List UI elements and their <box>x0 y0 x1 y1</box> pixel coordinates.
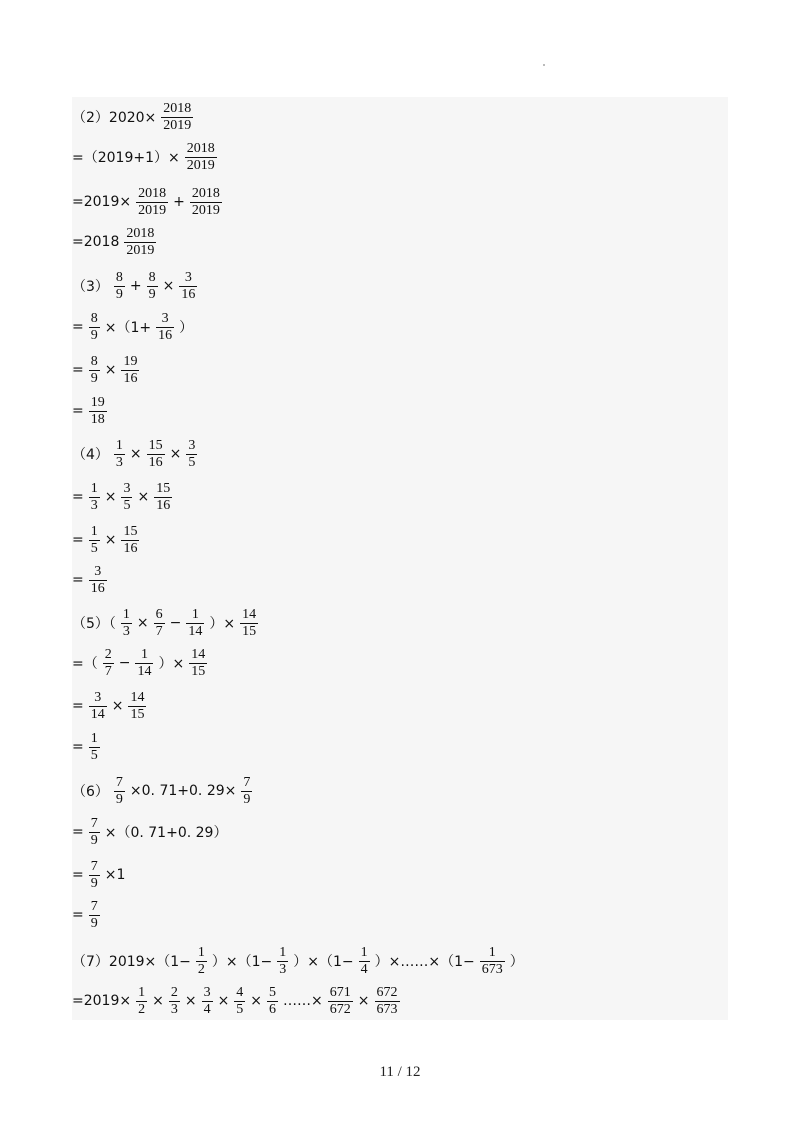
denominator: 14 <box>188 623 203 639</box>
fraction <box>89 690 107 723</box>
math-line <box>72 812 227 852</box>
fraction <box>89 311 100 344</box>
denominator: 15 <box>191 663 206 679</box>
denominator: 3 <box>122 623 130 639</box>
expression-text: ）× <box>158 656 185 672</box>
numerator: 1 <box>122 606 130 622</box>
fraction <box>241 775 252 808</box>
denominator: 3 <box>90 497 98 513</box>
denominator: 7 <box>104 663 112 679</box>
fraction <box>136 186 168 219</box>
expression-text: = <box>72 362 84 378</box>
math-line <box>72 307 193 347</box>
numerator: 8 <box>148 269 156 285</box>
fraction <box>375 985 400 1018</box>
denominator: 5 <box>90 540 98 556</box>
denominator: 9 <box>90 875 98 891</box>
numerator: 3 <box>94 563 102 579</box>
denominator: 3 <box>279 961 287 977</box>
numerator: 3 <box>123 480 131 496</box>
math-line <box>72 350 144 390</box>
fraction <box>89 899 100 932</box>
fraction <box>121 607 132 640</box>
fraction <box>186 438 197 471</box>
numerator: 3 <box>161 310 169 326</box>
expression-text: × <box>162 278 175 294</box>
math-line <box>72 727 105 767</box>
numerator: 672 <box>376 984 398 1000</box>
numerator: 2 <box>104 646 112 662</box>
numerator: 3 <box>203 984 211 1000</box>
expression-text: ……× <box>283 993 323 1009</box>
fraction <box>240 607 258 640</box>
denominator: 5 <box>236 1001 244 1017</box>
math-line <box>72 477 177 517</box>
math-line <box>72 981 405 1021</box>
expression-text: （3） <box>72 279 109 295</box>
denominator: 6 <box>269 1001 277 1017</box>
numerator: 6 <box>155 606 163 622</box>
expression-text: =2018 <box>72 234 120 250</box>
expression-text: × <box>357 993 370 1009</box>
expression-text: =2019× <box>72 194 132 210</box>
numerator: 14 <box>130 689 145 705</box>
expression-text: ）× <box>209 616 236 632</box>
numerator: 2018 <box>191 185 220 201</box>
expression-text: × <box>136 615 149 631</box>
fraction <box>234 985 245 1018</box>
expression-text: =（ <box>72 656 98 672</box>
fraction <box>114 775 125 808</box>
math-line <box>72 603 263 643</box>
denominator: 2019 <box>126 242 155 258</box>
fraction <box>202 985 213 1018</box>
numerator: 19 <box>123 353 138 369</box>
numerator: 671 <box>329 984 351 1000</box>
expression-text: × <box>250 993 263 1009</box>
numerator: 3 <box>188 437 196 453</box>
expression-text: ）×……×（1− <box>374 954 475 970</box>
expression-text: ×1 <box>104 867 126 883</box>
expression-text: （4） <box>72 447 109 463</box>
scan-speck <box>543 64 545 66</box>
numerator: 7 <box>115 774 123 790</box>
fraction <box>89 816 100 849</box>
expression-text: ） <box>179 320 194 336</box>
denominator: 9 <box>243 791 251 807</box>
math-line <box>72 391 112 431</box>
numerator: 2018 <box>163 100 192 116</box>
fraction <box>89 354 100 387</box>
fraction <box>114 270 125 303</box>
numerator: 3 <box>94 689 102 705</box>
numerator: 8 <box>115 269 123 285</box>
numerator: 1 <box>191 606 199 622</box>
denominator: 9 <box>90 915 98 931</box>
numerator: 2018 <box>138 185 167 201</box>
numerator: 1 <box>279 944 287 960</box>
math-line <box>72 686 151 726</box>
fraction <box>136 985 147 1018</box>
expression-text: = <box>72 698 84 714</box>
expression-text: × <box>129 446 142 462</box>
expression-text: =（2019+1）× <box>72 150 180 166</box>
denominator: 672 <box>329 1001 351 1017</box>
numerator: 3 <box>184 269 192 285</box>
numerator: 4 <box>236 984 244 1000</box>
expression-text: = <box>72 489 84 505</box>
denominator: 16 <box>148 454 163 470</box>
numerator: 1 <box>90 480 98 496</box>
expression-text: + <box>173 194 185 210</box>
math-line <box>72 97 198 137</box>
numerator: 1 <box>488 944 496 960</box>
numerator: 8 <box>90 353 98 369</box>
fraction <box>179 270 197 303</box>
expression-text: ×0. 71+0. 29× <box>129 783 237 799</box>
denominator: 2019 <box>163 117 192 133</box>
expression-text: = <box>72 739 84 755</box>
fraction <box>89 524 100 557</box>
fraction <box>121 524 139 557</box>
expression-text: = <box>72 319 84 335</box>
numerator: 1 <box>138 984 146 1000</box>
numerator: 2018 <box>186 140 215 156</box>
fraction <box>328 985 353 1018</box>
fraction <box>154 481 172 514</box>
numerator: 2018 <box>126 225 155 241</box>
denominator: 16 <box>181 286 196 302</box>
math-line <box>72 643 212 683</box>
denominator: 15 <box>130 706 145 722</box>
expression-text: ） <box>509 954 524 970</box>
fraction <box>480 945 505 978</box>
numerator: 19 <box>90 394 105 410</box>
expression-text: × <box>104 532 117 548</box>
math-line <box>72 941 524 981</box>
fraction <box>147 270 158 303</box>
expression-text: − <box>118 655 131 671</box>
expression-text: × <box>184 993 197 1009</box>
denominator: 4 <box>360 961 368 977</box>
numerator: 1 <box>90 523 98 539</box>
denominator: 16 <box>123 370 138 386</box>
fraction <box>196 945 207 978</box>
fraction <box>121 354 139 387</box>
fraction <box>121 481 132 514</box>
denominator: 5 <box>90 747 98 763</box>
fraction <box>190 186 222 219</box>
fraction <box>154 607 165 640</box>
fraction <box>89 481 100 514</box>
denominator: 2019 <box>191 202 220 218</box>
denominator: 3 <box>170 1001 178 1017</box>
expression-text: × <box>217 993 230 1009</box>
denominator: 16 <box>158 327 173 343</box>
denominator: 16 <box>156 497 171 513</box>
denominator: 673 <box>481 961 503 977</box>
numerator: 1 <box>90 730 98 746</box>
numerator: 15 <box>148 437 163 453</box>
denominator: 2 <box>138 1001 146 1017</box>
denominator: 673 <box>376 1001 398 1017</box>
numerator: 7 <box>90 815 98 831</box>
numerator: 1 <box>115 437 123 453</box>
numerator: 7 <box>90 898 98 914</box>
numerator: 15 <box>123 523 138 539</box>
denominator: 2 <box>197 961 205 977</box>
denominator: 9 <box>90 832 98 848</box>
page-number: 11 / 12 <box>379 1064 421 1080</box>
fraction <box>124 226 156 259</box>
fraction <box>169 985 180 1018</box>
denominator: 16 <box>90 580 105 596</box>
denominator: 9 <box>148 286 156 302</box>
denominator: 7 <box>155 623 163 639</box>
expression-text: = <box>72 572 84 588</box>
expression-text: （2）2020× <box>72 110 157 126</box>
denominator: 9 <box>90 370 98 386</box>
numerator: 14 <box>242 606 257 622</box>
expression-text: + <box>129 278 142 294</box>
fraction <box>89 731 100 764</box>
math-line <box>72 266 202 306</box>
expression-text: = <box>72 403 84 419</box>
expression-text: = <box>72 824 84 840</box>
numerator: 14 <box>191 646 206 662</box>
denominator: 15 <box>242 623 257 639</box>
math-line <box>72 560 112 600</box>
math-line <box>72 895 105 935</box>
solution-panel <box>72 97 728 1020</box>
expression-text: =2019× <box>72 993 132 1009</box>
fraction <box>185 141 217 174</box>
expression-text: × <box>104 362 117 378</box>
expression-text: = <box>72 867 84 883</box>
denominator: 3 <box>115 454 123 470</box>
denominator: 5 <box>123 497 131 513</box>
expression-text: × <box>104 489 117 505</box>
denominator: 5 <box>188 454 196 470</box>
expression-text: ×（0. 71+0. 29） <box>104 825 228 841</box>
numerator: 1 <box>197 944 205 960</box>
math-line <box>72 434 202 474</box>
numerator: 1 <box>360 944 368 960</box>
expression-text: − <box>169 615 182 631</box>
math-line <box>72 771 257 811</box>
fraction <box>89 564 107 597</box>
expression-text: × <box>111 698 124 714</box>
fraction <box>128 690 146 723</box>
numerator: 2 <box>170 984 178 1000</box>
fraction <box>189 647 207 680</box>
numerator: 1 <box>140 646 148 662</box>
math-line <box>72 137 222 177</box>
expression-text: × <box>137 489 150 505</box>
numerator: 7 <box>243 774 251 790</box>
expression-text: × <box>152 993 164 1009</box>
math-line <box>72 222 161 262</box>
denominator: 18 <box>90 411 105 427</box>
denominator: 9 <box>90 327 98 343</box>
numerator: 15 <box>156 480 171 496</box>
expression-text: ）×（1− <box>211 954 273 970</box>
denominator: 14 <box>137 663 152 679</box>
fraction <box>161 101 193 134</box>
math-line <box>72 182 227 222</box>
denominator: 14 <box>90 706 105 722</box>
fraction <box>89 859 100 892</box>
expression-text: （7）2019×（1− <box>72 954 191 970</box>
expression-text: = <box>72 532 84 548</box>
expression-text: ×（1+ <box>104 320 152 336</box>
numerator: 7 <box>90 858 98 874</box>
fraction <box>186 607 204 640</box>
fraction <box>277 945 288 978</box>
numerator: 5 <box>269 984 277 1000</box>
denominator: 16 <box>123 540 138 556</box>
denominator: 2019 <box>186 157 215 173</box>
expression-text: × <box>169 446 182 462</box>
numerator: 8 <box>90 310 98 326</box>
fraction <box>156 311 174 344</box>
denominator: 4 <box>203 1001 211 1017</box>
denominator: 9 <box>115 286 123 302</box>
fraction <box>114 438 125 471</box>
fraction <box>359 945 370 978</box>
fraction <box>103 647 114 680</box>
fraction <box>147 438 165 471</box>
expression-text: ）×（1− <box>293 954 354 970</box>
fraction <box>89 395 107 428</box>
math-line <box>72 855 125 895</box>
denominator: 9 <box>115 791 123 807</box>
expression-text: = <box>72 907 84 923</box>
fraction <box>135 647 153 680</box>
expression-text: （6） <box>72 784 109 800</box>
fraction <box>267 985 278 1018</box>
denominator: 2019 <box>138 202 167 218</box>
expression-text: （5）（ <box>72 616 116 632</box>
math-line <box>72 520 144 560</box>
